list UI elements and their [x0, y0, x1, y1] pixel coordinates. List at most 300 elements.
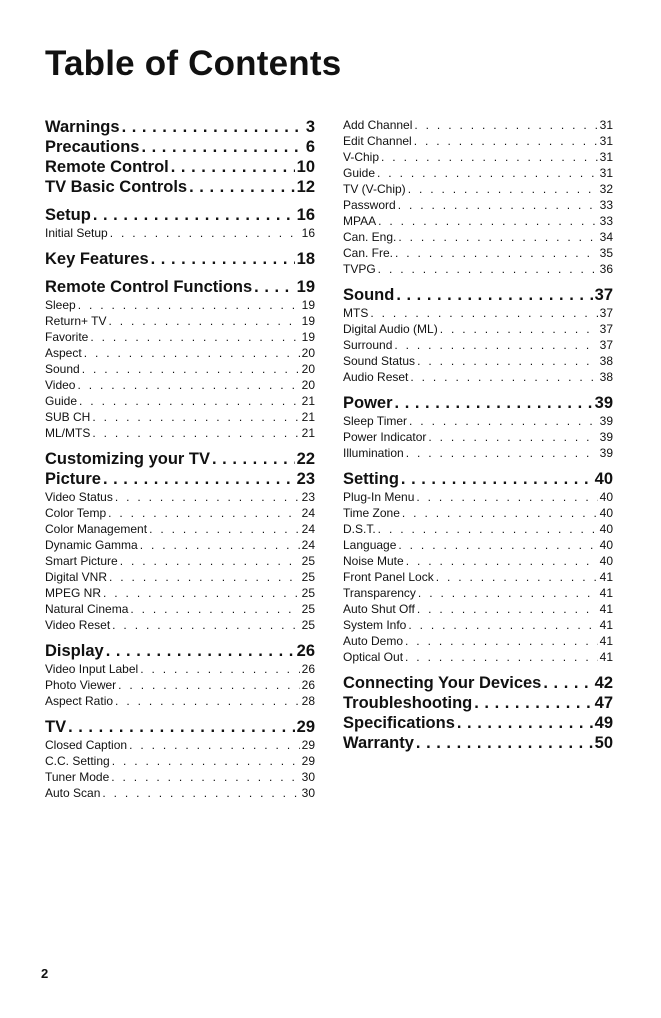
- toc-entry-page: 38: [599, 354, 613, 368]
- toc-section-warnings[interactable]: [45, 117, 315, 137]
- toc-entry-surround[interactable]: [343, 337, 613, 353]
- section-spacer: [45, 241, 315, 249]
- dot-leader: [115, 693, 300, 709]
- toc-entry-label: Color Temp: [45, 506, 107, 520]
- toc-entry-label: Sleep Timer: [343, 414, 408, 428]
- dot-leader: [112, 753, 300, 769]
- dot-leader: [140, 661, 299, 677]
- toc-entry-label: Smart Picture: [45, 554, 118, 568]
- toc-section-display[interactable]: [45, 641, 315, 661]
- toc-entry-page: 25: [301, 618, 315, 632]
- toc-right-column: [343, 117, 613, 753]
- toc-entry-page: 12: [296, 178, 315, 196]
- toc-entry-auto-scan[interactable]: [45, 785, 315, 801]
- dot-leader: [111, 769, 299, 785]
- toc-entry-label: Remote Control Functions: [45, 278, 253, 296]
- toc-entry-page: 25: [301, 554, 315, 568]
- toc-entry-label: Transparency: [343, 586, 416, 600]
- toc-entry-page: 26: [296, 642, 315, 660]
- dot-leader: [409, 413, 598, 429]
- toc-entry-page: 41: [599, 586, 613, 600]
- dot-leader: [395, 245, 598, 261]
- toc-entry-optical-out[interactable]: [343, 649, 613, 665]
- toc-entry-sleep[interactable]: [45, 297, 315, 313]
- toc-entry-natural-cinema[interactable]: [45, 601, 315, 617]
- toc-entry-label: Auto Scan: [45, 786, 101, 800]
- toc-entry-page: 37: [599, 338, 613, 352]
- section-spacer: [45, 197, 315, 205]
- dot-leader: [84, 345, 300, 361]
- toc-entry-label: Optical Out: [343, 650, 404, 664]
- toc-entry-page: 19: [296, 278, 315, 296]
- toc-entry-page: 20: [301, 346, 315, 360]
- toc-entry-page: 40: [599, 522, 613, 536]
- dot-leader: [151, 249, 295, 269]
- toc-entry-mts[interactable]: [343, 305, 613, 321]
- toc-section-sound[interactable]: [343, 285, 613, 305]
- toc-entry-label: MPEG NR: [45, 586, 102, 600]
- dot-leader: [406, 553, 598, 569]
- toc-entry-label: Return+ TV: [45, 314, 107, 328]
- toc-entry-page: 31: [599, 134, 613, 148]
- toc-entry-plug-in-menu[interactable]: [343, 489, 613, 505]
- toc-entry-page: 31: [599, 150, 613, 164]
- toc-entry-label: Digital VNR: [45, 570, 108, 584]
- toc-entry-label: Guide: [45, 394, 78, 408]
- toc-entry-label: Video Input Label: [45, 662, 139, 676]
- toc-entry-page: 40: [599, 506, 613, 520]
- section-spacer: [45, 441, 315, 449]
- toc-entry-page: 30: [301, 786, 315, 800]
- toc-entry-closed-caption[interactable]: [45, 737, 315, 753]
- toc-entry-label: ML/MTS: [45, 426, 91, 440]
- toc-entry-page: 50: [594, 734, 613, 752]
- toc-entry-page: 30: [301, 770, 315, 784]
- dot-leader: [112, 617, 299, 633]
- toc-entry-page: 25: [301, 570, 315, 584]
- dot-leader: [378, 261, 598, 277]
- toc-entry-page: 21: [301, 410, 315, 424]
- dot-leader: [106, 641, 295, 661]
- toc-entry-label: Power Indicator: [343, 430, 427, 444]
- dot-leader: [141, 137, 303, 157]
- toc-section-remote-control[interactable]: [45, 157, 315, 177]
- toc-entry-page: 16: [301, 226, 315, 240]
- toc-entry-label: Remote Control: [45, 158, 169, 176]
- toc-entry-page: 40: [599, 554, 613, 568]
- toc-entry-page: 39: [599, 414, 613, 428]
- toc-entry-label: Plug-In Menu: [343, 490, 415, 504]
- toc-entry-label: Warranty: [343, 734, 414, 752]
- toc-entry-page: 16: [296, 206, 315, 224]
- toc-entry-video-reset[interactable]: [45, 617, 315, 633]
- toc-entry-photo-viewer[interactable]: [45, 677, 315, 693]
- toc-entry-page: 26: [301, 678, 315, 692]
- dot-leader: [410, 369, 597, 385]
- toc-entry-noise-mute[interactable]: [343, 553, 613, 569]
- toc-entry-page: 29: [301, 738, 315, 752]
- dot-leader: [118, 677, 299, 693]
- toc-section-remote-control-functions[interactable]: [45, 277, 315, 297]
- dot-leader: [428, 429, 597, 445]
- toc-entry-can-fre[interactable]: [343, 245, 613, 261]
- toc-entry-page: 31: [599, 118, 613, 132]
- toc-left-column: [45, 117, 315, 801]
- dot-leader: [398, 229, 597, 245]
- dot-leader: [92, 409, 299, 425]
- dot-leader: [401, 469, 593, 489]
- page-number: 2: [41, 966, 49, 981]
- toc-entry-page: 19: [301, 298, 315, 312]
- toc-entry-label: Noise Mute: [343, 554, 404, 568]
- toc-entry-audio-reset[interactable]: [343, 369, 613, 385]
- dot-leader: [115, 489, 300, 505]
- dot-leader: [102, 785, 299, 801]
- toc-entry-page: 47: [594, 694, 613, 712]
- dot-leader: [402, 505, 598, 521]
- dot-leader: [396, 285, 592, 305]
- toc-entry-label: D.S.T.: [343, 522, 376, 536]
- toc-entry-guide[interactable]: [343, 165, 613, 181]
- toc-entry-label: Illumination: [343, 446, 404, 460]
- toc-entry-tvpg[interactable]: [343, 261, 613, 277]
- toc-entry-page: 18: [296, 250, 315, 268]
- section-spacer: [45, 709, 315, 717]
- toc-entry-page: 3: [305, 118, 315, 136]
- toc-entry-page: 24: [301, 506, 315, 520]
- toc-entry-label: MPAA: [343, 214, 377, 228]
- toc-section-key-features[interactable]: [45, 249, 315, 269]
- toc-entry-label: Initial Setup: [45, 226, 108, 240]
- dot-leader: [457, 713, 593, 733]
- dot-leader: [405, 649, 598, 665]
- toc-entry-label: Add Channel: [343, 118, 413, 132]
- toc-entry-label: Tuner Mode: [45, 770, 110, 784]
- toc-entry-page: 23: [296, 470, 315, 488]
- toc-entry-page: 37: [594, 286, 613, 304]
- toc-entry-initial-setup[interactable]: [45, 225, 315, 241]
- toc-section-precautions[interactable]: [45, 137, 315, 157]
- toc-entry-page: 37: [599, 322, 613, 336]
- dot-leader: [408, 181, 598, 197]
- toc-entry-smart-picture[interactable]: [45, 553, 315, 569]
- toc-entry-label: Display: [45, 642, 104, 660]
- toc-entry-page: 41: [599, 570, 613, 584]
- toc-entry-label: Surround: [343, 338, 393, 352]
- toc-section-setup[interactable]: [45, 205, 315, 225]
- toc-entry-label: System Info: [343, 618, 407, 632]
- toc-entry-label: Closed Caption: [45, 738, 128, 752]
- toc-entry-label: Video Status: [45, 490, 113, 504]
- toc-entry-label: Guide: [343, 166, 376, 180]
- dot-leader: [149, 521, 300, 537]
- toc-entry-page: 24: [301, 522, 315, 536]
- toc-entry-page: 25: [301, 586, 315, 600]
- toc-entry-page: 41: [599, 602, 613, 616]
- section-spacer: [343, 385, 613, 393]
- toc-entry-label: Setting: [343, 470, 399, 488]
- dot-leader: [130, 601, 299, 617]
- toc-entry-auto-demo[interactable]: [343, 633, 613, 649]
- toc-entry-color-temp[interactable]: [45, 505, 315, 521]
- toc-entry-page: 21: [301, 394, 315, 408]
- page-title: Table of Contents: [45, 44, 342, 83]
- toc-entry-label: Customizing your TV: [45, 450, 210, 468]
- toc-entry-page: 34: [599, 230, 613, 244]
- toc-entry-page: 40: [594, 470, 613, 488]
- toc-entry-video[interactable]: [45, 377, 315, 393]
- dot-leader: [68, 717, 295, 737]
- dot-leader: [110, 225, 300, 241]
- dot-leader: [122, 117, 304, 137]
- dot-leader: [417, 601, 598, 617]
- toc-entry-label: Can. Eng.: [343, 230, 397, 244]
- toc-entry-guide[interactable]: [45, 393, 315, 409]
- section-spacer: [343, 665, 613, 673]
- toc-entry-page: 41: [599, 618, 613, 632]
- toc-entry-illumination[interactable]: [343, 445, 613, 461]
- dot-leader: [78, 297, 300, 313]
- toc-entry-page: 39: [594, 394, 613, 412]
- dot-leader: [436, 569, 598, 585]
- toc-entry-label: Auto Shut Off: [343, 602, 415, 616]
- toc-entry-page: 20: [301, 362, 315, 376]
- toc-entry-page: 24: [301, 538, 315, 552]
- toc-entry-page: 20: [301, 378, 315, 392]
- toc-entry-sound-status[interactable]: [343, 353, 613, 369]
- toc-entry-label: Front Panel Lock: [343, 570, 434, 584]
- toc-entry-page: 39: [599, 430, 613, 444]
- toc-section-setting[interactable]: [343, 469, 613, 489]
- toc-entry-page: 28: [301, 694, 315, 708]
- toc-entry-label: Auto Demo: [343, 634, 404, 648]
- dot-leader: [378, 521, 598, 537]
- toc-entry-label: TV Basic Controls: [45, 178, 188, 196]
- dot-leader: [440, 321, 598, 337]
- dot-leader: [129, 737, 300, 753]
- toc-entry-label: Favorite: [45, 330, 89, 344]
- toc-entry-video-input-label[interactable]: [45, 661, 315, 677]
- toc-entry-label: Digital Audio (ML): [343, 322, 438, 336]
- section-spacer: [343, 277, 613, 285]
- toc-entry-mpaa[interactable]: [343, 213, 613, 229]
- toc-entry-transparency[interactable]: [343, 585, 613, 601]
- toc-entry-c-c-setting[interactable]: [45, 753, 315, 769]
- toc-entry-page: 37: [599, 306, 613, 320]
- toc-section-picture[interactable]: [45, 469, 315, 489]
- toc-entry-page: 26: [301, 662, 315, 676]
- toc-entry-label: MTS: [343, 306, 369, 320]
- toc-entry-return-tv[interactable]: [45, 313, 315, 329]
- toc-entry-label: TVPG: [343, 262, 376, 276]
- toc-entry-power-indicator[interactable]: [343, 429, 613, 445]
- dot-leader: [108, 313, 299, 329]
- dot-leader: [189, 177, 295, 197]
- toc-section-troubleshooting[interactable]: [343, 693, 613, 713]
- toc-entry-sub-ch[interactable]: [45, 409, 315, 425]
- toc-entry-page: 38: [599, 370, 613, 384]
- toc-entry-favorite[interactable]: [45, 329, 315, 345]
- dot-leader: [474, 693, 592, 713]
- toc-entry-tv-v-chip[interactable]: [343, 181, 613, 197]
- toc-entry-page: 41: [599, 650, 613, 664]
- toc-entry-label: Power: [343, 394, 393, 412]
- toc-section-warranty[interactable]: [343, 733, 613, 753]
- toc-entry-label: Sound: [45, 362, 80, 376]
- toc-entry-label: TV: [45, 718, 67, 736]
- toc-entry-sound[interactable]: [45, 361, 315, 377]
- dot-leader: [140, 537, 300, 553]
- toc-entry-label: V-Chip: [343, 150, 380, 164]
- dot-leader: [406, 445, 598, 461]
- toc-entry-label: Aspect: [45, 346, 82, 360]
- dot-leader: [408, 617, 597, 633]
- toc-entry-label: Natural Cinema: [45, 602, 129, 616]
- toc-entry-page: 42: [594, 674, 613, 692]
- toc-entry-page: 23: [301, 490, 315, 504]
- toc-entry-label: Photo Viewer: [45, 678, 117, 692]
- toc-entry-dynamic-gamma[interactable]: [45, 537, 315, 553]
- toc-entry-digital-audio-ml[interactable]: [343, 321, 613, 337]
- toc-entry-label: Time Zone: [343, 506, 400, 520]
- toc-entry-label: Connecting Your Devices: [343, 674, 542, 692]
- dot-leader: [377, 165, 598, 181]
- toc-entry-page: 49: [594, 714, 613, 732]
- dot-leader: [108, 505, 300, 521]
- dot-leader: [212, 449, 295, 469]
- section-spacer: [45, 633, 315, 641]
- toc-entry-color-management[interactable]: [45, 521, 315, 537]
- toc-entry-label: Sleep: [45, 298, 76, 312]
- dot-leader: [416, 489, 597, 505]
- toc-entry-page: 21: [301, 426, 315, 440]
- dot-leader: [82, 361, 300, 377]
- toc-section-tv-basic-controls[interactable]: [45, 177, 315, 197]
- toc-entry-page: 33: [599, 198, 613, 212]
- dot-leader: [398, 197, 598, 213]
- dot-leader: [254, 277, 294, 297]
- toc-entry-page: 29: [296, 718, 315, 736]
- toc-entry-aspect-ratio[interactable]: [45, 693, 315, 709]
- toc-entry-page: 31: [599, 166, 613, 180]
- toc-entry-label: Aspect Ratio: [45, 694, 114, 708]
- dot-leader: [79, 393, 300, 409]
- toc-entry-label: Setup: [45, 206, 91, 224]
- toc-entry-label: Dynamic Gamma: [45, 538, 138, 552]
- toc-entry-page: 33: [599, 214, 613, 228]
- dot-leader: [417, 353, 598, 369]
- toc-entry-label: TV (V-Chip): [343, 182, 406, 196]
- toc-entry-tuner-mode[interactable]: [45, 769, 315, 785]
- toc-entry-can-eng[interactable]: [343, 229, 613, 245]
- toc-entry-label: Color Management: [45, 522, 148, 536]
- toc-entry-label: Password: [343, 198, 396, 212]
- toc-entry-add-channel[interactable]: [343, 117, 613, 133]
- toc-entry-label: Edit Channel: [343, 134, 412, 148]
- toc-entry-label: Language: [343, 538, 397, 552]
- dot-leader: [414, 117, 597, 133]
- toc-entry-time-zone[interactable]: [343, 505, 613, 521]
- toc-entry-password[interactable]: [343, 197, 613, 213]
- dot-leader: [543, 673, 592, 693]
- toc-entry-label: Video: [45, 378, 76, 392]
- toc-entry-page: 19: [301, 330, 315, 344]
- toc-entry-d-s-t[interactable]: [343, 521, 613, 537]
- toc-entry-language[interactable]: [343, 537, 613, 553]
- toc-entry-label: Audio Reset: [343, 370, 409, 384]
- toc-entry-video-status[interactable]: [45, 489, 315, 505]
- toc-entry-v-chip[interactable]: [343, 149, 613, 165]
- toc-entry-label: Specifications: [343, 714, 455, 732]
- toc-entry-label: Sound Status: [343, 354, 416, 368]
- toc-entry-front-panel-lock[interactable]: [343, 569, 613, 585]
- toc-entry-edit-channel[interactable]: [343, 133, 613, 149]
- toc-entry-page: 36: [599, 262, 613, 276]
- dot-leader: [77, 377, 299, 393]
- section-spacer: [343, 461, 613, 469]
- toc-entry-digital-vnr[interactable]: [45, 569, 315, 585]
- dot-leader: [171, 157, 295, 177]
- dot-leader: [103, 469, 295, 489]
- dot-leader: [418, 585, 598, 601]
- toc-entry-auto-shut-off[interactable]: [343, 601, 613, 617]
- toc-entry-label: Key Features: [45, 250, 149, 268]
- toc-section-tv[interactable]: [45, 717, 315, 737]
- toc-entry-page: 35: [599, 246, 613, 260]
- toc-entry-page: 6: [305, 138, 315, 156]
- dot-leader: [90, 329, 299, 345]
- toc-entry-page: 19: [301, 314, 315, 328]
- toc-entry-ml-mts[interactable]: [45, 425, 315, 441]
- dot-leader: [92, 425, 299, 441]
- section-spacer: [45, 269, 315, 277]
- toc-entry-page: 40: [599, 538, 613, 552]
- dot-leader: [381, 149, 598, 165]
- dot-leader: [93, 205, 295, 225]
- toc-entry-page: 32: [599, 182, 613, 196]
- toc-entry-system-info[interactable]: [343, 617, 613, 633]
- dot-leader: [370, 305, 597, 321]
- toc-entry-page: 41: [599, 634, 613, 648]
- toc-entry-page: 40: [599, 490, 613, 504]
- toc-entry-label: Precautions: [45, 138, 140, 156]
- toc-section-power[interactable]: [343, 393, 613, 413]
- toc-entry-page: 29: [301, 754, 315, 768]
- dot-leader: [394, 337, 597, 353]
- dot-leader: [416, 733, 593, 753]
- toc-entry-sleep-timer[interactable]: [343, 413, 613, 429]
- dot-leader: [395, 393, 593, 413]
- toc-entry-aspect[interactable]: [45, 345, 315, 361]
- toc-entry-label: SUB CH: [45, 410, 91, 424]
- toc-entry-label: C.C. Setting: [45, 754, 110, 768]
- dot-leader: [120, 553, 300, 569]
- toc-entry-page: 22: [296, 450, 315, 468]
- toc-entry-page: 25: [301, 602, 315, 616]
- toc-entry-mpeg-nr[interactable]: [45, 585, 315, 601]
- toc-entry-label: Can. Fre.: [343, 246, 394, 260]
- toc-entry-page: 10: [296, 158, 315, 176]
- dot-leader: [109, 569, 300, 585]
- toc-section-connecting-your-devices[interactable]: [343, 673, 613, 693]
- toc-section-customizing-your-tv[interactable]: [45, 449, 315, 469]
- toc-section-specifications[interactable]: [343, 713, 613, 733]
- dot-leader: [398, 537, 597, 553]
- toc-entry-label: Troubleshooting: [343, 694, 473, 712]
- dot-leader: [405, 633, 598, 649]
- toc-entry-label: Picture: [45, 470, 101, 488]
- toc-entry-label: Sound: [343, 286, 395, 304]
